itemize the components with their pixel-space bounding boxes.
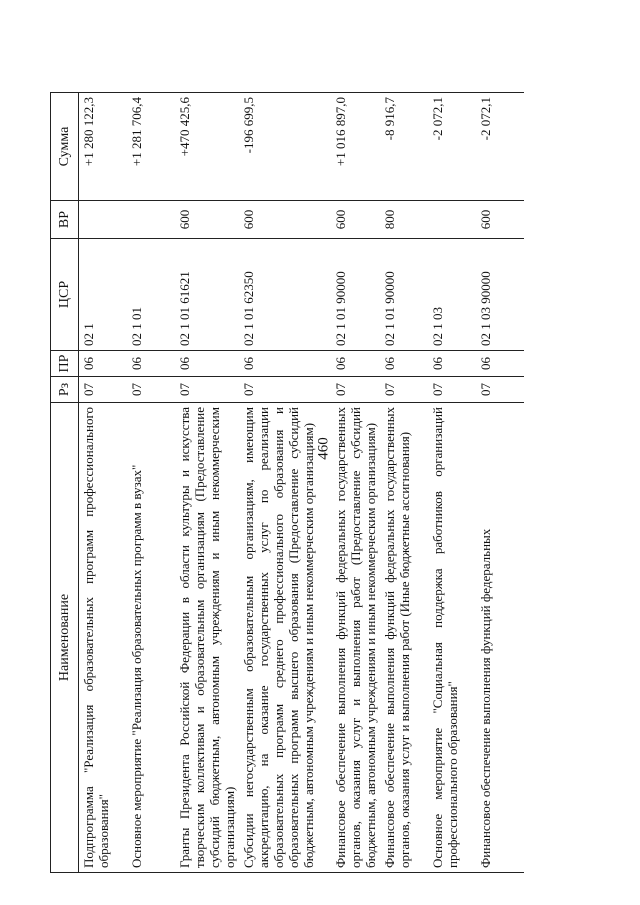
row-rz: 07 [175, 377, 239, 403]
row-vr: 600 [476, 201, 524, 239]
row-rz: 07 [239, 377, 331, 403]
row-pr: 06 [175, 351, 239, 377]
row-csr: 02 1 01 62350 [239, 239, 331, 351]
row-vr [127, 201, 175, 239]
row-sum: -196 699,5 [239, 93, 331, 201]
rotated-table-container [50, 93, 590, 873]
row-vr: 600 [239, 201, 331, 239]
table-row [331, 93, 380, 873]
row-csr: 02 1 01 61621 [175, 239, 239, 351]
row-pr: 06 [428, 351, 476, 377]
table-row [175, 93, 239, 873]
header-csr: ЦСР [51, 239, 79, 351]
row-rz: 07 [380, 377, 428, 403]
row-name: Финансовое обеспечение выполнения функций федеральных [476, 403, 524, 873]
row-name: Основное мероприятие "Реализация образовательных программ в вузах" [127, 403, 175, 873]
row-csr: 02 1 [79, 239, 128, 351]
row-rz: 07 [476, 377, 524, 403]
header-sum: Сумма [51, 93, 79, 201]
row-vr: 600 [331, 201, 380, 239]
row-pr: 06 [331, 351, 380, 377]
header-rz: Рз [51, 377, 79, 403]
row-sum: -2 072,1 [428, 93, 476, 201]
row-vr: 800 [380, 201, 428, 239]
row-sum: -8 916,7 [380, 93, 428, 201]
row-name: Подпрограмма "Реализация образовательных программ профессионального образования" [79, 403, 128, 873]
row-vr: 600 [175, 201, 239, 239]
table-row [239, 93, 331, 873]
row-rz: 07 [428, 377, 476, 403]
row-csr: 02 1 01 90000 [331, 239, 380, 351]
row-pr: 06 [239, 351, 331, 377]
row-csr: 02 1 03 [428, 239, 476, 351]
row-csr: 02 1 01 [127, 239, 175, 351]
page-number: 460 [315, 437, 332, 460]
row-vr [428, 201, 476, 239]
table-row [380, 93, 428, 873]
row-rz: 07 [79, 377, 128, 403]
row-name: Субсидии негосударственным образовательным организациям, имеющим аккредитацию, на оказание государственных услуг по реализации образовательных программ среднего профессионального образования и образовательных программ высшего образования (Предоставление субсидий бюджетным, автономным учреждениям и иным некоммерческим организациям) [239, 403, 331, 873]
row-sum: +1 016 897,0 [331, 93, 380, 201]
row-sum: -2 072,1 [476, 93, 524, 201]
row-name: Гранты Президента Российской Федерации в области культуры и искусства творческим коллективам и образовательным организациям (Предоставление субсидий бюджетным, автономным учреждениям и иным некоммерческим организациям) [175, 403, 239, 873]
row-pr: 06 [79, 351, 128, 377]
row-name: Финансовое обеспечение выполнения функций федеральных государственных органов, оказания услуг и выполнения работ (Иные бюджетные ассигнования) [380, 403, 428, 873]
row-sum: +1 281 706,4 [127, 93, 175, 201]
row-csr: 02 1 03 90000 [476, 239, 524, 351]
row-csr: 02 1 01 90000 [380, 239, 428, 351]
header-pr: ПР [51, 351, 79, 377]
budget-table [50, 92, 524, 873]
table-row [79, 93, 128, 873]
table-header-row [51, 93, 79, 873]
row-rz: 07 [127, 377, 175, 403]
row-pr: 06 [380, 351, 428, 377]
row-name: Финансовое обеспечение выполнения функций федеральных государственных органов, оказания услуг и выполнения работ (Предоставление субсидий бюджетным, автономным учреждениям и иным некоммерческим организациям) [331, 403, 380, 873]
table-row [127, 93, 175, 873]
header-name: Наименование [51, 403, 79, 873]
row-pr: 06 [127, 351, 175, 377]
row-name: Основное мероприятие "Социальная поддержка работников организаций профессионального образования" [428, 403, 476, 873]
row-vr [79, 201, 128, 239]
row-sum: +470 425,6 [175, 93, 239, 201]
row-rz: 07 [331, 377, 380, 403]
row-pr: 06 [476, 351, 524, 377]
table-row [476, 93, 524, 873]
row-sum: +1 280 122,3 [79, 93, 128, 201]
table-row [428, 93, 476, 873]
header-vr: ВР [51, 201, 79, 239]
